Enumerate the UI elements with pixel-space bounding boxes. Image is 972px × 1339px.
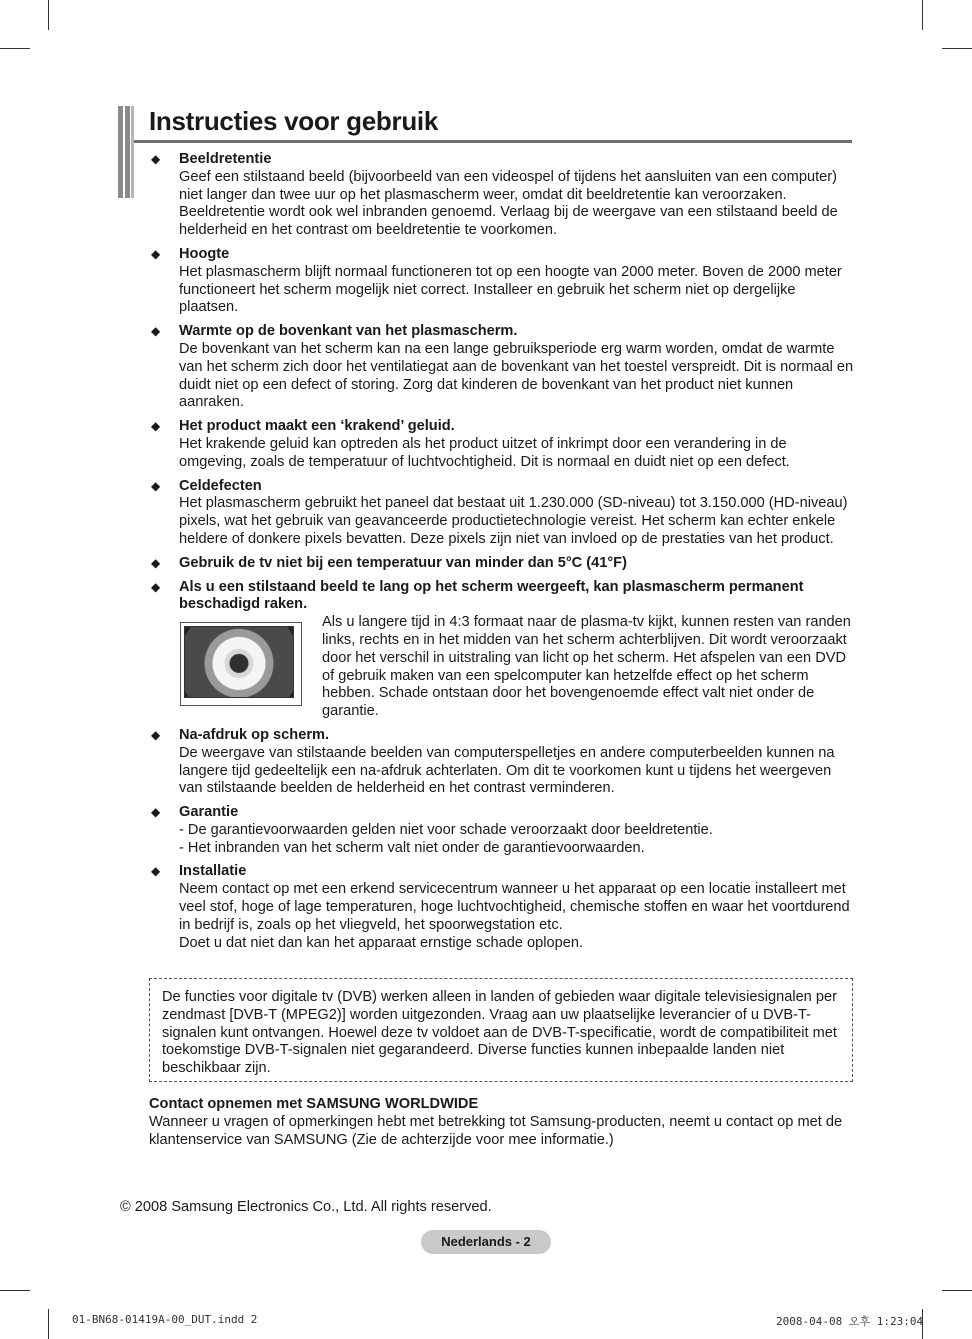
list-item-garantie — [149, 804, 854, 857]
item-body-line: - Het inbranden van het scherm valt niet onder de garantievoorwaarden. — [179, 839, 645, 856]
item-body: Het plasmascherm gebruikt het paneel dat bestaat uit 1.230.000 (SD-niveau) tot 3.150.000 (HD-niveau) pixels, wat het gebruik van geavanceerde productietechnologie vereist. Het scherm kan echter enkele heldere of donkere pixels bevatten. Deze pixels zijn niet van invloed op de prestaties van het product. — [179, 495, 848, 547]
list-item-celdefecten — [149, 478, 854, 549]
diamond-bullet-icon: ◆ — [151, 864, 161, 879]
diamond-bullet-icon: ◆ — [151, 324, 161, 339]
contact-body: Wanneer u vragen of opmerkingen hebt met betrekking tot Samsung-producten, neemt u contact op met de klantenservice van SAMSUNG (Zie de achterzijde voor mee informatie.) — [149, 1113, 843, 1148]
title-accent-bar — [118, 106, 134, 198]
flower-screen-image — [180, 622, 302, 706]
list-item-installatie — [149, 863, 854, 952]
diamond-bullet-icon: ◆ — [151, 152, 161, 166]
item-body-line: - De garantievoorwaarden gelden niet voor schade veroorzaakt door beeldretentie. — [179, 821, 713, 838]
list-item-hoogte — [149, 246, 854, 317]
image-text-row — [179, 614, 854, 721]
item-body: Neem contact op met een erkend servicecentrum wanneer u het apparaat op een locatie installeert met veel stof, hoge of lage temperaturen, hoge luchtvochtigheid, chemische stoffen en waar het voortdurend in bedrijf is, zoals op het vliegveld, het spoorwegstation etc. — [179, 881, 850, 933]
list-item-temperatuur — [149, 555, 854, 573]
diamond-bullet-icon: ◆ — [151, 805, 161, 820]
diamond-bullet-icon: ◆ — [151, 246, 161, 261]
list-item-stilstaand-beeld — [149, 579, 854, 721]
instructions-list — [149, 151, 854, 958]
item-title: Na-afdruk op scherm. — [179, 726, 330, 743]
contact-title: Contact opnemen met SAMSUNG WORLDWIDE — [149, 1096, 479, 1112]
crop-mark — [48, 1309, 49, 1339]
crop-mark — [48, 0, 49, 30]
item-body: Geef een stilstaand beeld (bijvoorbeeld van een videospel of tijdens het aansluiten van een computer) niet langer dan twee uur op het plasmascherm weer, omdat dit beeldretentie kan veroorzaken. Beeldretentie wordt ook wel inbranden genoemd. Verlaag bij de weergave van een stilstaand beeld de helderheid en het contrast om beeldretentie te voorkomen. — [179, 168, 838, 239]
item-title: Gebruik de tv niet bij een temperatuur van minder dan 5°C (41°F) — [179, 554, 627, 571]
item-title: Garantie — [179, 804, 239, 821]
flower-picture — [184, 626, 294, 698]
item-body: De weergave van stilstaande beelden van computerspelletjes en andere computerbeelden kunnen na langere tijd gedeeltelijk een na-afdruk achterlaten. Om dit te voorkomen kunt u tijdens het weergeven van stilstaande beelden de helderheid en het contrast verminderen. — [179, 744, 835, 797]
item-title: Celdefecten — [179, 477, 262, 494]
crop-mark — [942, 48, 972, 49]
diamond-bullet-icon: ◆ — [151, 579, 161, 594]
page-number-badge: Nederlands - 2 — [421, 1230, 551, 1254]
dvb-note-text: De functies voor digitale tv (DVB) werken alleen in landen of gebieden waar digitale televisiesignalen per zendmast [DVB-T (MPEG2)] worden uitgezonden. Vraag aan uw plaatselijke leverancier of u DVB-T-signalen kunt ontvangen. Hoewel deze tv voldoet aan de DVB-T-specificatie, wordt de compatibiliteit met toekomstige DVB-T-signalen niet gegarandeerd. Diverse functies kunnen inbepaalde landen niet beschikbaar zijn. — [162, 989, 837, 1077]
diamond-bullet-icon: ◆ — [151, 727, 161, 742]
list-item-beeldretentie — [149, 151, 854, 240]
dvb-note-box — [149, 978, 853, 1082]
item-title: Installatie — [179, 863, 247, 880]
contact-section — [149, 1096, 854, 1149]
item-body: Als u langere tijd in 4:3 formaat naar de plasma-tv kijkt, kunnen resten van randen links, rechts en in het midden van het scherm achterblijven. Dit wordt veroorzaakt door het verschil in uitstraling van licht op het scherm. Het afspelen van een DVD of gebruik maken van een spelcomputer kan hetzelfde effect op het scherm hebben. Schade ontstaan door het bovengenoemde effect valt niet onder de garantie. — [322, 614, 851, 720]
diamond-bullet-icon: ◆ — [151, 555, 161, 570]
crop-mark — [942, 1290, 972, 1291]
item-body: Het plasmascherm blijft normaal functioneren tot op een hoogte van 2000 meter. Boven de 2000 meter functioneert het scherm mogelijk niet correct. Installeer en gebruik het scherm niet op dergelijke plaatsen. — [179, 263, 842, 316]
item-title: Als u een stilstaand beeld te lang op het scherm weergeeft, kan plasmascherm permanent beschadigd raken. — [179, 578, 804, 613]
diamond-bullet-icon: ◆ — [151, 419, 161, 434]
crop-mark — [922, 0, 923, 30]
diamond-bullet-icon: ◆ — [151, 478, 161, 493]
item-title: Hoogte — [179, 245, 230, 262]
item-body-line: Doet u dat niet dan kan het apparaat ernstige schade oplopen. — [179, 934, 584, 951]
list-item-na-afdruk — [149, 727, 854, 798]
title-rule — [134, 140, 852, 143]
list-item-krakend-geluid — [149, 418, 854, 471]
copyright-notice: © 2008 Samsung Electronics Co., Ltd. All rights reserved. — [120, 1199, 492, 1215]
slug-filename: 01-BN68-01419A-00_DUT.indd 2 — [72, 1313, 258, 1326]
item-body: De bovenkant van het scherm kan na een lange gebruiksperiode erg warm worden, omdat de warmte van het scherm zich door het ventilatiegat aan de bovenkant van het toestel verspreidt. Dit is normaal en duidt niet op een defect of storing. Zorg dat kinderen de bovenkant van het product niet kunnen aanraken. — [179, 340, 854, 411]
item-title: Beeldretentie — [179, 151, 272, 167]
item-title: Warmte op de bovenkant van het plasmascherm. — [179, 323, 518, 340]
item-title: Het product maakt een ‘krakend’ geluid. — [179, 418, 455, 435]
item-body: Het krakende geluid kan optreden als het product uitzet of inkrimpt door een verandering in de omgeving, zoals de temperatuur of luchtvochtigheid. Dit is normaal en duidt niet op een defect. — [179, 435, 790, 470]
crop-mark — [0, 48, 30, 49]
crop-mark — [0, 1290, 30, 1291]
list-item-warmte — [149, 323, 854, 412]
slug-timestamp: 2008-04-08 오후 1:23:04 — [776, 1315, 924, 1328]
page-title: Instructies voor gebruik — [149, 106, 438, 136]
